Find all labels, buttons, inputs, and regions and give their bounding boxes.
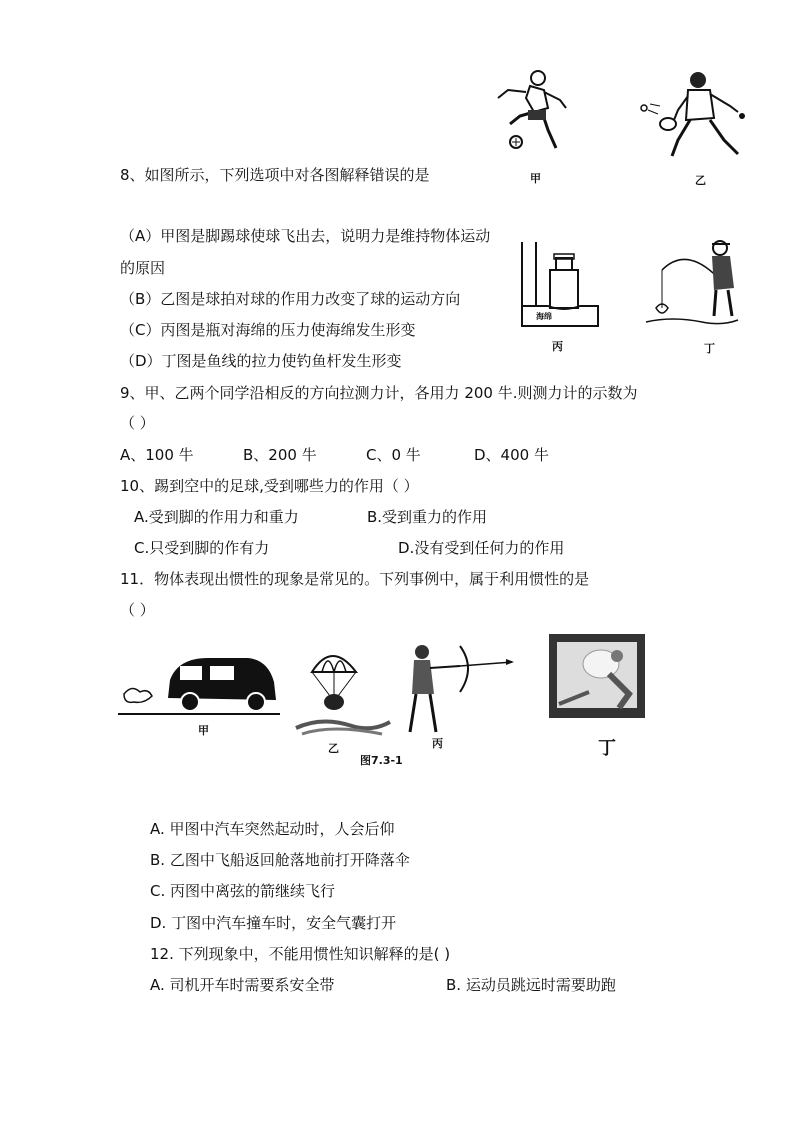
q9-stem: 9、甲、乙两个同学沿相反的方向拉测力计，各用力 200 牛.则测力计的示数为 bbox=[120, 384, 638, 402]
q12-option-a: A. 司机开车时需要系安全带 bbox=[150, 976, 335, 994]
q9-option-b: B、200 牛 bbox=[243, 446, 317, 464]
q10-option-b: B.受到重力的作用 bbox=[367, 508, 488, 526]
q9-option-c: C、0 牛 bbox=[366, 446, 421, 464]
q8-option-a: （A）甲图是脚踢球使球飞出去，说明力是维持物体运动 bbox=[120, 227, 491, 245]
parachute-figure bbox=[292, 638, 392, 736]
fishing-figure bbox=[642, 238, 742, 330]
racket-ball-figure bbox=[638, 70, 748, 162]
q11-option-d: D. 丁图中汽车撞车时，安全气囊打开 bbox=[150, 914, 397, 932]
q11-option-b: B. 乙图中飞船返回舱落地前打开降落伞 bbox=[150, 851, 410, 869]
q11-figure-label-jia: 甲 bbox=[198, 724, 209, 737]
q9-option-a: A、100 牛 bbox=[120, 446, 194, 464]
q10-stem: 10、踢到空中的足球,受到哪些力的作用（ ） bbox=[120, 477, 419, 495]
bottle-sponge-figure bbox=[518, 240, 600, 330]
figure-caption: 图7.3-1 bbox=[360, 754, 403, 767]
archer-figure bbox=[400, 640, 520, 736]
q8-option-c: （C）丙图是瓶对海绵的压力使海绵发生形变 bbox=[120, 321, 416, 339]
q11-option-c: C. 丙图中离弦的箭继续飞行 bbox=[150, 882, 336, 900]
airbag-figure bbox=[549, 634, 645, 718]
q11-figure-label-ding: 丁 bbox=[598, 738, 616, 759]
figure-label-ding: 丁 bbox=[704, 342, 715, 355]
q12-stem: 12. 下列现象中，不能用惯性知识解释的是( ) bbox=[150, 945, 451, 963]
q11-option-a: A. 甲图中汽车突然起动时，人会后仰 bbox=[150, 820, 395, 838]
sponge-label: 海绵 bbox=[536, 312, 552, 321]
figure-label-yi: 乙 bbox=[695, 174, 706, 187]
q8-option-d: （D）丁图是鱼线的拉力使钓鱼杆发生形变 bbox=[120, 352, 402, 370]
figure-label-bing: 丙 bbox=[552, 340, 563, 353]
q8-option-b: （B）乙图是球拍对球的作用力改变了球的运动方向 bbox=[120, 290, 461, 308]
car-start-figure bbox=[118, 652, 280, 718]
q9-paren: （ ） bbox=[120, 414, 155, 432]
q11-stem: 11．物体表现出惯性的现象是常见的。下列事例中，属于利用惯性的是 bbox=[120, 570, 590, 588]
figure-label-jia: 甲 bbox=[530, 172, 541, 185]
q11-paren: （ ） bbox=[120, 601, 155, 619]
q8-option-a-cont: 的原因 bbox=[120, 259, 166, 277]
q10-option-a: A.受到脚的作用力和重力 bbox=[134, 508, 299, 526]
q9-option-d: D、400 牛 bbox=[474, 446, 549, 464]
kick-ball-figure bbox=[490, 68, 570, 158]
q10-option-d: D.没有受到任何力的作用 bbox=[398, 539, 565, 557]
q8-stem: 8、如图所示，下列选项中对各图解释错误的是 bbox=[120, 166, 430, 184]
q11-figure-label-bing: 丙 bbox=[432, 737, 443, 750]
q12-option-b: B. 运动员跳远时需要助跑 bbox=[446, 976, 616, 994]
q11-figure-label-yi: 乙 bbox=[328, 742, 339, 755]
q10-option-c: C.只受到脚的作有力 bbox=[134, 539, 270, 557]
